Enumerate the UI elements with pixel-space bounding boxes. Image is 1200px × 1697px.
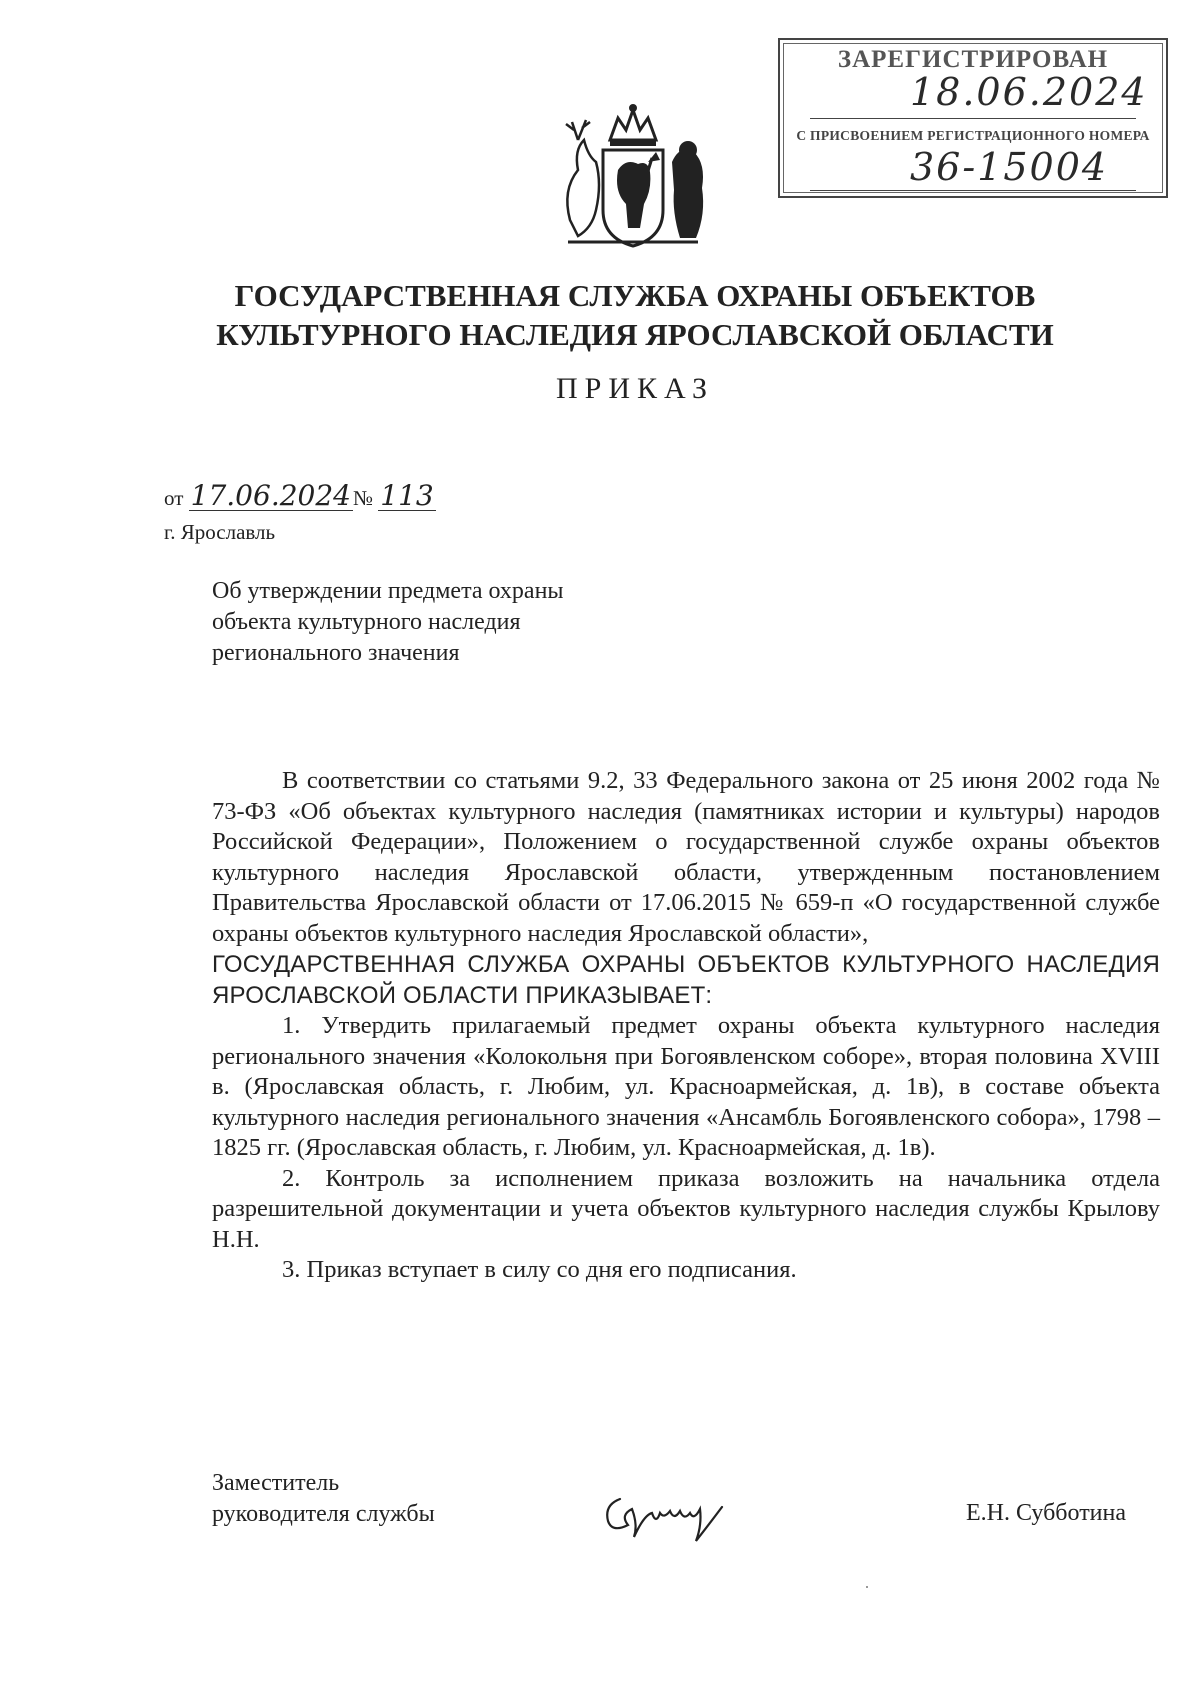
decree-paragraph: ГОСУДАРСТВЕННАЯ СЛУЖБА ОХРАНЫ ОБЪЕКТОВ КУЛЬТУРНОГО НАСЛЕДИЯ ЯРОСЛАВСКОЙ ОБЛАСТИ ПРИКАЗЫВАЕТ: (212, 951, 1160, 1009)
signatory-name: Е.Н. Субботина (966, 1500, 1127, 1526)
signatory-position (212, 1468, 435, 1530)
stamp-rule (810, 190, 1136, 191)
order-item-1: 1. Утвердить прилагаемый предмет охраны объекта культурного наследия регионального значения «Колокольня при Богоявленском соборе», вторая половина XVIII в. (Ярославская область, г. Любим, ул. Красноармейская, д. 1в), в составе объекта культурного наследия регионального значения «Ансамбль Богоявленского собора», 1798 – 1825 гг. (Ярославская область, г. Любим, ул. Красноармейская, д. 1в). (212, 1012, 1160, 1161)
document-date-line (164, 479, 436, 512)
registration-stamp (778, 38, 1168, 198)
number-label: № (352, 486, 374, 510)
order-item-3: 3. Приказ вступает в силу со дня его подписания. (282, 1256, 797, 1283)
document-number: 113 (380, 479, 434, 512)
from-label: от (164, 486, 184, 510)
preamble-paragraph: В соответствии со статьями 9.2, 33 Федерального закона от 25 июня 2002 года № 73-ФЗ «Об объектах культурного наследия (памятниках истории и культуры) народов Российской Федерации», Положением о государственной службе охраны объектов культурного наследия Ярославской области, утвержденным постановлением Правительства Ярославской области от 17.06.2015 № 659-п «О государственной службе охраны объектов культурного наследия Ярославской области», (212, 767, 1160, 947)
document-type-title: ПРИКАЗ (556, 372, 714, 405)
stamp-registration-number: 36-15004 (910, 145, 1109, 189)
order-item-2: 2. Контроль за исполнением приказа возложить на начальника отдела разрешительной документации и учета объектов культурного наследия службы Крылову Н.Н. (212, 1164, 1160, 1253)
position-line-1: Заместитель (212, 1470, 340, 1496)
heading-line-2: КУЛЬТУРНОГО НАСЛЕДИЯ ЯРОСЛАВСКОЙ ОБЛАСТИ (216, 317, 1054, 352)
position-line-2: руководителя службы (212, 1501, 435, 1527)
stamp-title: ЗАРЕГИСТРИРОВАН (837, 46, 1109, 73)
stamp-rule (810, 118, 1136, 119)
document-body (212, 766, 1160, 1286)
organization-heading (0, 276, 1200, 354)
document-date: 17.06.2024 (190, 479, 351, 512)
yaroslavl-coat-of-arms-icon (548, 100, 718, 250)
stamp-registration-date: 18.06.2024 (910, 70, 1148, 114)
document-city: г. Ярославль (164, 520, 276, 544)
stamp-subtitle: С ПРИСВОЕНИЕМ РЕГИСТРАЦИОННОГО НОМЕРА (796, 128, 1150, 143)
handwritten-signature (598, 1485, 738, 1545)
scan-speck (866, 1586, 868, 1588)
document-subject: Об утверждении предмета охраны объекта культурного наследия регионального значения (212, 578, 564, 666)
heading-line-1: ГОСУДАРСТВЕННАЯ СЛУЖБА ОХРАНЫ ОБЪЕКТОВ (234, 278, 1036, 313)
